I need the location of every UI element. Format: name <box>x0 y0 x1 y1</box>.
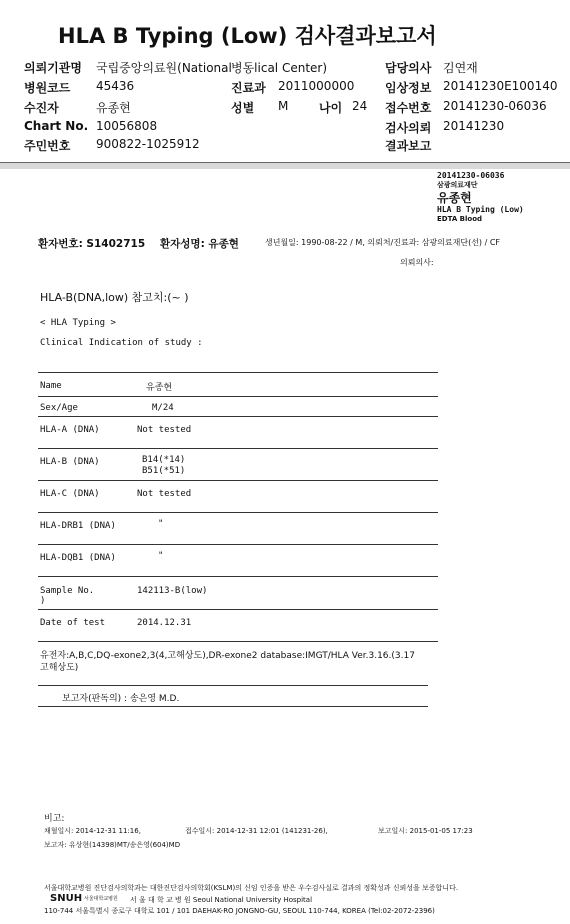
sample-label: Sample No. <box>40 586 95 596</box>
hla-a-label: HLA-A (DNA) <box>40 425 100 435</box>
resident-no-value: 900822-1025912 <box>96 137 200 151</box>
certification-text: 서울대학교병원 진단검사의학과는 대한진단검사의학회(KSLM)의 신임 인증을 받은 우수검사실로 결과의 정확성과 신뢰성을 보증합니다. <box>44 884 459 892</box>
department-value: 2011000000 <box>278 79 355 93</box>
specimen-type: EDTA Blood <box>437 215 483 223</box>
requester-org-label: 의뢰기관명 <box>24 61 82 75</box>
reported-time: 보고일시: 2015-01-05 17:23 <box>378 827 473 835</box>
dqb1-value: " <box>158 551 164 561</box>
requester-org-overlap: 병동lical Center) <box>231 61 328 75</box>
patient-meta: 생년월일: 1990-08-22 / M, 의뢰처/진료과: 삼광의료재단(선) / CF <box>265 238 501 247</box>
specimen-code: 20141230-06036 <box>437 171 505 180</box>
collected-time: 채혈일시: 2014-12-31 11:16, <box>44 827 141 835</box>
rule <box>38 480 438 481</box>
reporters: 보고자: 유상현(14398)MT/송은영(604)MD <box>44 841 181 849</box>
hla-b-value-2: B51(*51) <box>142 466 186 476</box>
result-report-label: 결과보고 <box>385 139 432 153</box>
patient-name-value: 유종현 <box>96 101 131 115</box>
rule <box>38 706 428 707</box>
sexage-label: Sex/Age <box>40 403 78 413</box>
test-title: HLA-B(DNA,low) 참고치:(~ ) <box>40 291 189 304</box>
department-label: 진료과 <box>231 81 266 95</box>
rule <box>38 396 438 397</box>
rule <box>38 609 438 610</box>
date-value: 2014.12.31 <box>137 618 192 628</box>
reporter: 보고자(판독의) : 송은영 M.D. <box>62 694 180 704</box>
name-value: 유종현 <box>146 383 173 393</box>
requester-org-value: 국립중앙의료원(National <box>96 61 232 75</box>
hla-a-value: Not tested <box>137 425 192 435</box>
resident-no-label: 주민번호 <box>24 139 71 153</box>
gene-note-line-2: 고해상도) <box>40 663 79 673</box>
hospital-name: 서 울 대 학 교 병 원 Seoul National University Hospital <box>130 896 313 904</box>
hla-c-label: HLA-C (DNA) <box>40 489 100 499</box>
receipt-no-label: 접수번호 <box>385 101 432 115</box>
doctor-value: 김연재 <box>443 61 478 75</box>
clinical-info-value: 20141230E100140 <box>443 79 558 93</box>
page-title: HLA B Typing (Low) 검사결과보고서 <box>58 24 437 48</box>
chart-no-value: 10056808 <box>96 119 158 133</box>
patient-name-label: 수진자 <box>24 101 59 115</box>
rule <box>38 685 428 686</box>
doctor-label: 담당의사 <box>385 61 432 75</box>
specimen-name: 유종현 <box>437 191 472 205</box>
age-value: 24 <box>352 99 368 113</box>
receipt-no-value: 20141230-06036 <box>443 99 547 113</box>
clinical-info-label: 임상정보 <box>385 81 432 95</box>
rule <box>38 576 438 577</box>
specimen-org: 삼광의료재단 <box>437 181 478 189</box>
hla-c-value: Not tested <box>137 489 192 499</box>
drb1-value: " <box>158 519 164 529</box>
hla-b-value-1: B14(*14) <box>142 455 186 465</box>
rule <box>38 544 438 545</box>
chart-no-label: Chart No. <box>24 119 89 133</box>
name-label: Name <box>40 381 62 391</box>
test-request-value: 20141230 <box>443 119 505 133</box>
dqb1-label: HLA-DQB1 (DNA) <box>40 553 116 563</box>
snuh-logo-sub: 서울대학교병원 <box>84 896 118 902</box>
date-label: Date of test <box>40 618 106 628</box>
test-request-label: 검사의뢰 <box>385 121 432 135</box>
drb1-label: HLA-DRB1 (DNA) <box>40 521 116 531</box>
sex-value: M <box>278 99 289 113</box>
hospital-address: 110-744 서울특별시 종로구 대학로 101 / 101 DAEHAK-RO JONGNO-GU, SEOUL 110-744, KOREA (Tel:02-2072-2396) <box>44 907 435 915</box>
patient-full-name: 환자성명: 유종현 <box>160 238 239 250</box>
hla-b-label: HLA-B (DNA) <box>40 457 100 467</box>
sample-value: 142113-B(low) <box>137 586 208 596</box>
rule <box>38 512 438 513</box>
hospital-code-value: 45436 <box>96 79 135 93</box>
gene-note-line-1: 유전자:A,B,C,DQ-exone2,3(4,고해상도),DR-exone2 database:IMGT/HLA Ver.3.16.(3.17 <box>40 651 415 661</box>
sample-paren: ) <box>40 596 46 606</box>
sexage-value: M/24 <box>152 403 174 413</box>
specimen-test: HLA B Typing (Low) <box>437 205 524 214</box>
scan-gap <box>0 163 570 169</box>
sex-label: 성별 <box>231 101 255 115</box>
remarks-label: 비고: <box>44 814 65 824</box>
age-label: 나이 <box>319 101 343 115</box>
hospital-code-label: 병원코드 <box>24 81 71 95</box>
clinical-indication: Clinical Indication of study : <box>40 338 203 348</box>
rule <box>38 641 438 642</box>
section-title: < HLA Typing > <box>40 318 116 328</box>
rule <box>38 372 438 373</box>
received-time: 접수일시: 2014-12-31 12:01 (141231-26), <box>185 827 328 835</box>
rule <box>38 448 438 449</box>
referring-doctor: 의뢰의사: <box>400 258 434 267</box>
rule <box>38 416 438 417</box>
snuh-logo: SNUH <box>50 893 83 904</box>
patient-number: 환자번호: S1402715 <box>38 238 146 250</box>
